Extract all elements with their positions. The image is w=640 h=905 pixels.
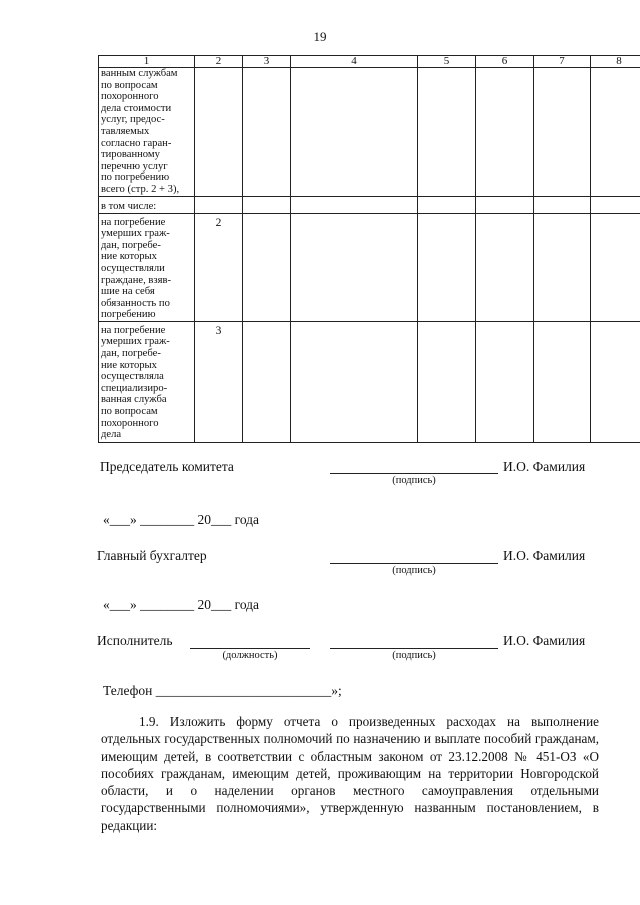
accountant-name: И.О. Фамилия: [503, 548, 586, 563]
executor-signature-line: [330, 648, 498, 649]
chair-signature-line: [330, 473, 498, 474]
executor-name: И.О. Фамилия: [503, 633, 586, 648]
table-row: [99, 321, 640, 442]
chair-signature-caption: (подпись): [392, 475, 436, 486]
executor-position-caption: (должность): [222, 650, 278, 661]
column-header: 6: [476, 56, 534, 68]
table-cell: [476, 213, 534, 321]
table-cell: [476, 196, 534, 213]
table-cell: [591, 321, 640, 442]
table-cell: [243, 196, 291, 213]
chair-date: «___» ________ 20___ года: [103, 512, 260, 527]
column-header: 5: [418, 56, 476, 68]
column-header: 2: [195, 56, 243, 68]
row-code: 3: [195, 321, 243, 442]
table-row: [99, 68, 640, 197]
table-cell: [476, 68, 534, 197]
column-header: 1: [99, 56, 195, 68]
table-cell: [418, 213, 476, 321]
executor-role: Исполнитель: [97, 633, 173, 648]
accountant-role: Главный бухгалтер: [97, 548, 207, 563]
row-label: ванным службам по вопросам похоронного дела стоимости услуг, предос- тавляемых согласно гаран- тированному перечню услуг по погребению всего (стр. 2 + 3),: [99, 68, 195, 197]
table-cell: [243, 68, 291, 197]
page-number: 19: [313, 29, 327, 44]
table-cell: [418, 321, 476, 442]
table-cell: [534, 68, 591, 197]
table-cell: [476, 321, 534, 442]
table-row: [99, 213, 640, 321]
table-header-row: [99, 56, 640, 68]
table-cell: [591, 68, 640, 197]
accountant-signature-caption: (подпись): [392, 565, 436, 576]
chair-name: И.О. Фамилия: [503, 459, 586, 474]
table-cell: [534, 213, 591, 321]
phone-line: Телефон __________________________»;: [103, 683, 342, 698]
accountant-date: «___» ________ 20___ года: [103, 597, 260, 612]
table-cell: [418, 196, 476, 213]
row-label: в том числе:: [99, 196, 195, 213]
row-code: 2: [195, 213, 243, 321]
column-header: 3: [243, 56, 291, 68]
executor-signature-caption: (подпись): [392, 650, 436, 661]
table-cell: [418, 68, 476, 197]
table-cell: [243, 213, 291, 321]
report-table: [98, 55, 640, 443]
row-label: на погребение умерших граж- дан, погребе- ние которых осуществляла специализиро- ванная служба по вопросам похоронного дела: [99, 321, 195, 442]
column-header: 7: [534, 56, 591, 68]
table-cell: [291, 68, 418, 197]
column-header: 8: [591, 56, 640, 68]
accountant-signature-line: [330, 563, 498, 564]
chair-role: Председатель комитета: [100, 459, 234, 474]
table-cell: [291, 321, 418, 442]
table-cell: [534, 321, 591, 442]
row-label: на погребение умерших граж- дан, погребе- ние которых осуществляли граждане, взяв- шие на себя обязанность по погребению: [99, 213, 195, 321]
row-code: [195, 68, 243, 197]
table-row: [99, 196, 640, 213]
table-cell: [534, 196, 591, 213]
table-cell: [591, 213, 640, 321]
row-code: [195, 196, 243, 213]
table-cell: [291, 213, 418, 321]
paragraph-1-9: 1.9. Изложить форму отчета о произведенных расходах на выполнение отдельных государственных полномочий по назначению и выплате пособий гражданам, имеющим детей, в соответствии с областным законом от 23.12.2008 № 451-ОЗ «О пособиях гражданам, имеющим детей, проживающим на территории Новгородской области, и о наделении органов местного самоуправления отдельными государственными полномочиями», утвержденную названным постановлением, в редакции:: [101, 714, 599, 833]
executor-position-line: [190, 648, 310, 649]
table-cell: [591, 196, 640, 213]
table-cell: [243, 321, 291, 442]
column-header: 4: [291, 56, 418, 68]
table-cell: [291, 196, 418, 213]
